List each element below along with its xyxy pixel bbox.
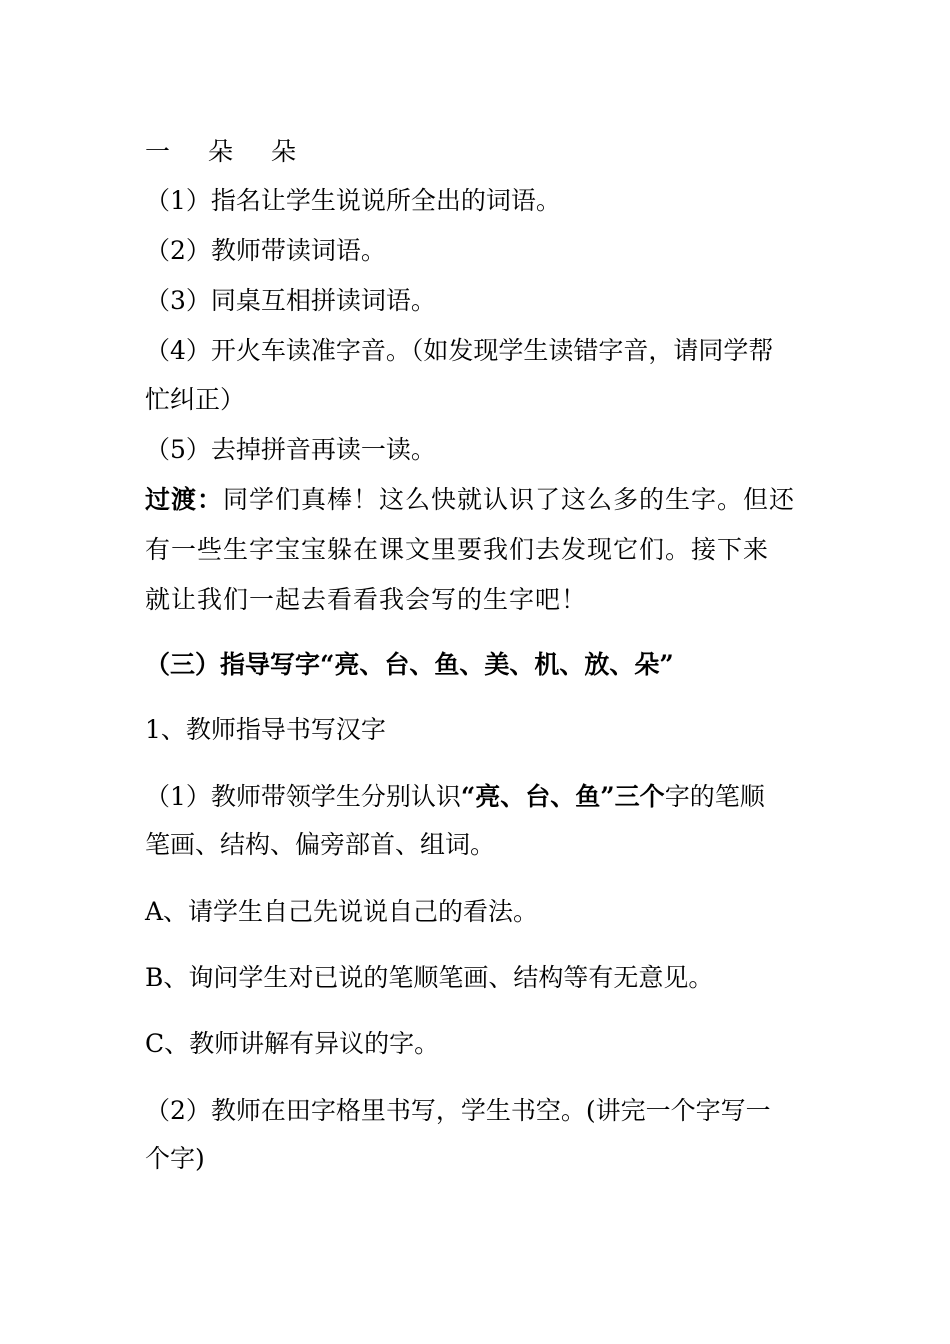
step-2-text: （2）教师带读词语。 xyxy=(145,236,386,265)
item-a-text: A、请学生自己先说说自己的看法。 xyxy=(145,897,539,926)
guide-step-1-bold: “亮、台、鱼”三个 xyxy=(460,782,665,811)
item-b-text: B、询问学生对已说的笔顺笔画、结构等有无意见。 xyxy=(145,963,714,992)
char-yi: 一 xyxy=(145,137,171,166)
transition-paragraph-line-2: 有一些生字宝宝躲在课文里要我们去发现它们。接下来 xyxy=(145,535,770,564)
guide-step-1-line-2: 笔画、结构、偏旁部首、组词。 xyxy=(145,830,496,859)
guide-step-1-post: 字的笔顺 xyxy=(664,782,765,811)
transition-text: 同学们真棒！这么快就认识了这么多的生字。但还 xyxy=(223,485,796,514)
item-c-text: C、教师讲解有异议的字。 xyxy=(145,1029,440,1058)
step-4-text: （4）开火车读准字音。（如发现学生读错字音，请同学帮 xyxy=(145,336,774,365)
section-heading: （三）指导写字“亮、台、鱼、美、机、放、朵” xyxy=(145,650,674,679)
step-3-text: （3）同桌互相拼读词语。 xyxy=(145,286,436,315)
step-1-text: （1）指名让学生说说所全出的词语。 xyxy=(145,186,561,215)
transition-paragraph-line-1 xyxy=(145,485,795,515)
guide-step-1-line-1 xyxy=(145,782,765,812)
char-duo-2: 朵 xyxy=(271,137,297,166)
text-line-duo-duo xyxy=(145,137,296,167)
char-duo: 朵 xyxy=(208,137,234,166)
guide-step-2-line-1: （2）教师在田字格里书写，学生书空。(讲完一个字写一 xyxy=(145,1096,771,1125)
guide-step-2-line-2: 个字) xyxy=(145,1144,205,1173)
subheading-writing-guide: 1、教师指导书写汉字 xyxy=(145,715,386,744)
step-4-text-cont: 忙纠正） xyxy=(145,385,246,414)
transition-label: 过渡： xyxy=(145,485,224,514)
step-5-text: （5）去掉拼音再读一读。 xyxy=(145,435,436,464)
guide-step-1-pre: （1）教师带领学生分别认识 xyxy=(145,782,461,811)
transition-paragraph-line-3: 就让我们一起去看看我会写的生字吧！ xyxy=(145,585,588,614)
